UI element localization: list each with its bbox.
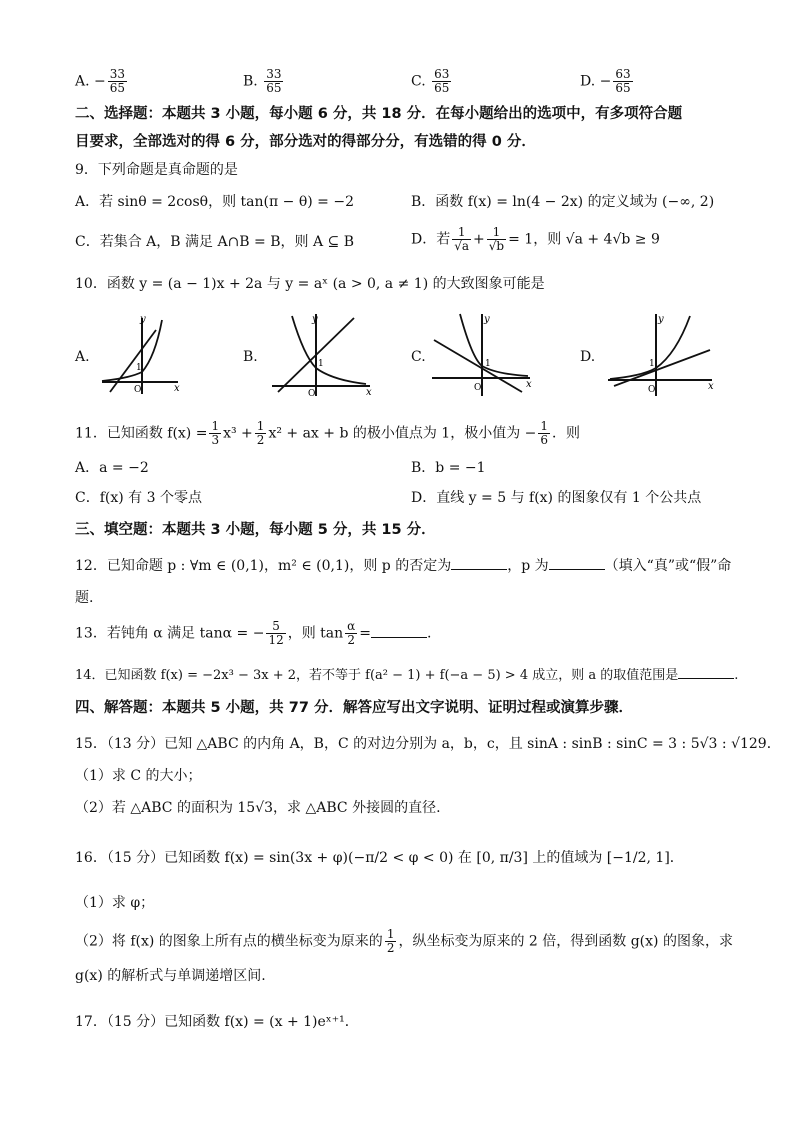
q8-option-a: A. − $\frac{33}{65}$ — [75, 67, 126, 95]
q10-label-c: C. — [411, 349, 426, 365]
q10-d-axis-x: x — [708, 381, 714, 392]
q10-a-axis-y: y — [140, 314, 146, 325]
q10-c-exp-curve — [460, 314, 528, 376]
section3-heading: 三、填空题：本题共 3 小题，每小题 5 分，共 15 分． — [75, 522, 436, 538]
section2-heading-line2: 目要求，全部选对的得 6 分，部分选对的得部分分，有选错的得 0 分． — [75, 134, 536, 150]
q10-c-one: 1 — [485, 359, 491, 369]
q10-label-b: B. — [243, 349, 258, 365]
q10-d-one: 1 — [649, 359, 655, 369]
q10-graph-b — [270, 312, 375, 397]
q10-c-axis-y: y — [484, 314, 490, 325]
q17-stem: 17．（15 分）已知函数 f(x) = (x + 1)eˣ⁺¹． — [75, 1014, 359, 1030]
q10-label-d: D. — [580, 349, 596, 365]
q11-stem: 11．已知函数 f(x) = $\frac{1}{3}$ x³ + $\frac{1}{2}$ x² + ax + b 的极小值点为 1，极小值为 − $\frac{1}{6}$ ．则 — [75, 419, 581, 447]
q10-b-axis-y: y — [312, 314, 318, 325]
q10-a-one: 1 — [136, 363, 142, 373]
section2-heading-line1: 二、选择题：本题共 3 小题，每小题 6 分，共 18 分．在每小题给出的选项中，有多项符合题 — [75, 106, 683, 122]
q11-option-d: D．直线 y = 5 与 f(x) 的图象仅有 1 个公共点 — [411, 490, 702, 506]
q12-line1: 12．已知命题 p : ∀m ∈ (0,1)，m² ∈ (0,1)，则 p 的否定为 ，p 为 （填入“真”或“假”命 — [75, 555, 735, 576]
q8-option-b: B. $\frac{33}{65}$ — [243, 67, 282, 95]
q15-part1: （1）求 C 的大小； — [75, 768, 202, 784]
q11-option-b: B．b = −1 — [411, 460, 486, 476]
q11-option-c: C．f(x) 有 3 个零点 — [75, 490, 202, 506]
q10-a-exp-curve — [102, 320, 162, 381]
q8-option-c: C. $\frac{63}{65}$ — [411, 67, 450, 95]
q14: 14．已知函数 f(x) = −2x³ − 3x + 2，若不等于 f(a² − 1) + f(−a − 5) > 4 成立，则 a 的取值范围是 . — [75, 664, 735, 686]
q9-option-d: D．若 $\frac{1}{√a}$ + $\frac{1}{√b}$ = 1，则 √a + 4√b ≥ 9 — [411, 225, 660, 253]
q11-option-a: A．a = −2 — [75, 460, 149, 476]
q10-a-origin: O — [134, 385, 142, 395]
q10-graph-c — [430, 312, 535, 397]
q9-option-a: A．若 sinθ = 2cosθ，则 tan(π − θ) = −2 — [75, 194, 354, 210]
q10-graph-a — [100, 312, 185, 397]
q16-stem: 16．（15 分）已知函数 f(x) = sin(3x + φ)(−π/2 < φ < 0) 在 [0, π/3] 上的值域为 [−1/2, 1]． — [75, 850, 684, 866]
q10-c-origin: O — [474, 383, 482, 393]
q10-c-axis-x: x — [526, 379, 532, 390]
q8-option-d: D. − $\frac{63}{65}$ — [580, 67, 631, 95]
q10-b-one: 1 — [318, 359, 324, 369]
q15-part2: （2）若 △ABC 的面积为 15√3，求 △ABC 外接圆的直径. — [75, 800, 441, 816]
q9-stem: 9．下列命题是真命题的是 — [75, 162, 238, 178]
q10-a-axis-x: x — [174, 383, 180, 394]
q10-label-a: A. — [75, 349, 90, 365]
q9-option-c: C．若集合 A，B 满足 A∩B = B，则 A ⊆ B — [75, 234, 354, 250]
q10-b-axis-x: x — [366, 387, 372, 397]
q16-part2: （2）将 f(x) 的图象上所有点的横坐标变为原来的 $\frac{1}{2}$ ，纵坐标变为原来的 2 倍，得到函数 g(x) 的图象，求 — [75, 927, 733, 955]
q16-part2-line2: g(x) 的解析式与单调递增区间. — [75, 968, 266, 984]
q16-part1: （1）求 φ； — [75, 895, 155, 911]
q15-stem: 15．（13 分）已知 △ABC 的内角 A，B，C 的对边分别为 a，b，c，且 sinA : sinB : sinC = 3 : 5√3 : √129． — [75, 736, 781, 752]
q12-line2: 题. — [75, 590, 94, 606]
q9-option-b: B．函数 f(x) = ln(4 − 2x) 的定义域为 (−∞, 2) — [411, 194, 715, 210]
section4-heading: 四、解答题：本题共 5 小题，共 77 分．解答应写出文字说明、证明过程或演算步骤． — [75, 700, 633, 716]
q10-b-exp-curve — [292, 316, 366, 384]
q10-d-axis-y: y — [658, 314, 664, 325]
q10-d-origin: O — [648, 385, 656, 395]
q10-b-origin: O — [308, 389, 316, 397]
q10-d-exp-curve — [610, 316, 690, 379]
q13: 13．若钝角 α 满足 tanα = − $\frac{5}{12}$ ，则 tan $\frac{\alpha}{2}$ = . — [75, 619, 432, 647]
q10-graph-d — [606, 312, 716, 397]
q10-stem: 10．函数 y = (a − 1)x + 2a 与 y = aˣ (a > 0, a ≠ 1) 的大致图象可能是 — [75, 276, 545, 292]
